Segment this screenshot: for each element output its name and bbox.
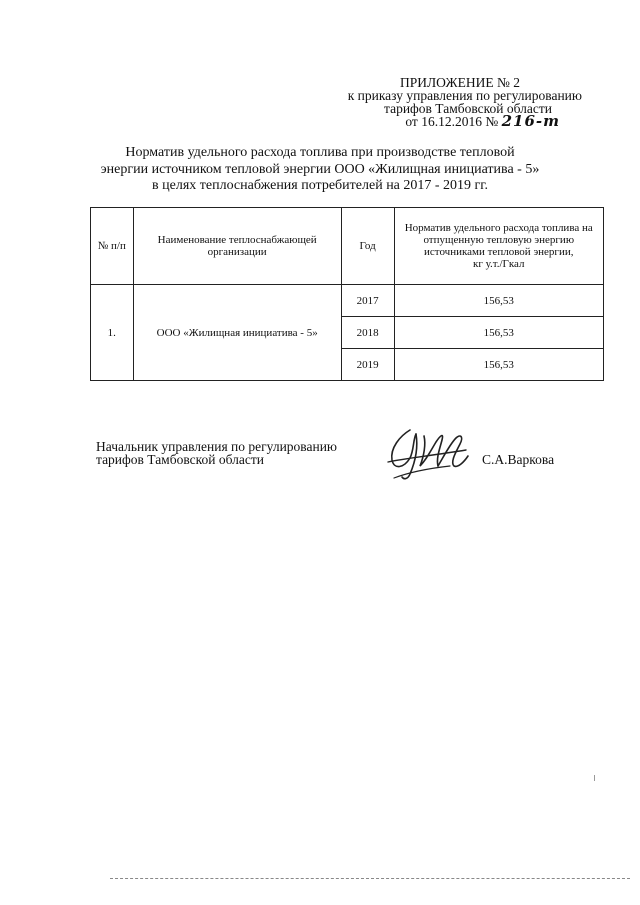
row-norm-value: 156,53 [394,317,604,349]
order-number-handwritten: 216-т [501,112,560,130]
appendix-order-ref: к приказу управления по регулированию [347,88,582,103]
row-norm-value: 156,53 [394,349,604,381]
table-header-row [91,208,604,285]
fuel-norm-table [90,207,604,381]
signatory-position [96,440,337,466]
appendix-authority: тарифов Тамбовской области [384,101,552,116]
table-row [91,285,604,317]
header-number: № п/п [91,208,134,285]
handwritten-signature [380,422,472,486]
title-line-1: Норматив удельного расхода топлива при производстве тепловой [125,145,515,160]
header-norm-unit: кг у.т./Гкал [472,258,525,270]
appendix-date: от 16.12.2016 № [405,114,499,129]
header-organization: Наименование теплоснабжающей организации [133,208,341,285]
title-line-2: энергии источником тепловой энергии ООО «Жилищная инициатива - 5» [100,161,540,177]
appendix-header [302,76,582,128]
row-year: 2019 [341,349,394,381]
signatory-position-line-1: Начальник управления по регулированию [96,439,338,454]
appendix-title: ПРИЛОЖЕНИЕ № 2 [399,75,520,90]
row-year: 2018 [341,317,394,349]
header-year: Год [341,208,394,285]
document-title [90,145,550,195]
header-norm-value [394,208,604,285]
appendix-date-line [302,112,582,130]
bottom-scan-rule [110,878,630,879]
scan-speck [594,775,595,781]
row-norm-value: 156,53 [394,285,604,317]
row-year: 2017 [341,285,394,317]
signatory-position-line-2: тарифов Тамбовской области [96,452,264,467]
row-organization: ООО «Жилищная инициатива - 5» [133,285,341,381]
title-line-3: в целях теплоснабжения потребителей на 2017 - 2019 гг. [152,178,488,193]
row-number: 1. [91,285,134,381]
signatory-name: С.А.Варкова [482,452,555,467]
header-norm-label: Норматив удельного расхода топлива на отпущенную тепловую энергию источниками тепловой энергии, [404,222,593,258]
